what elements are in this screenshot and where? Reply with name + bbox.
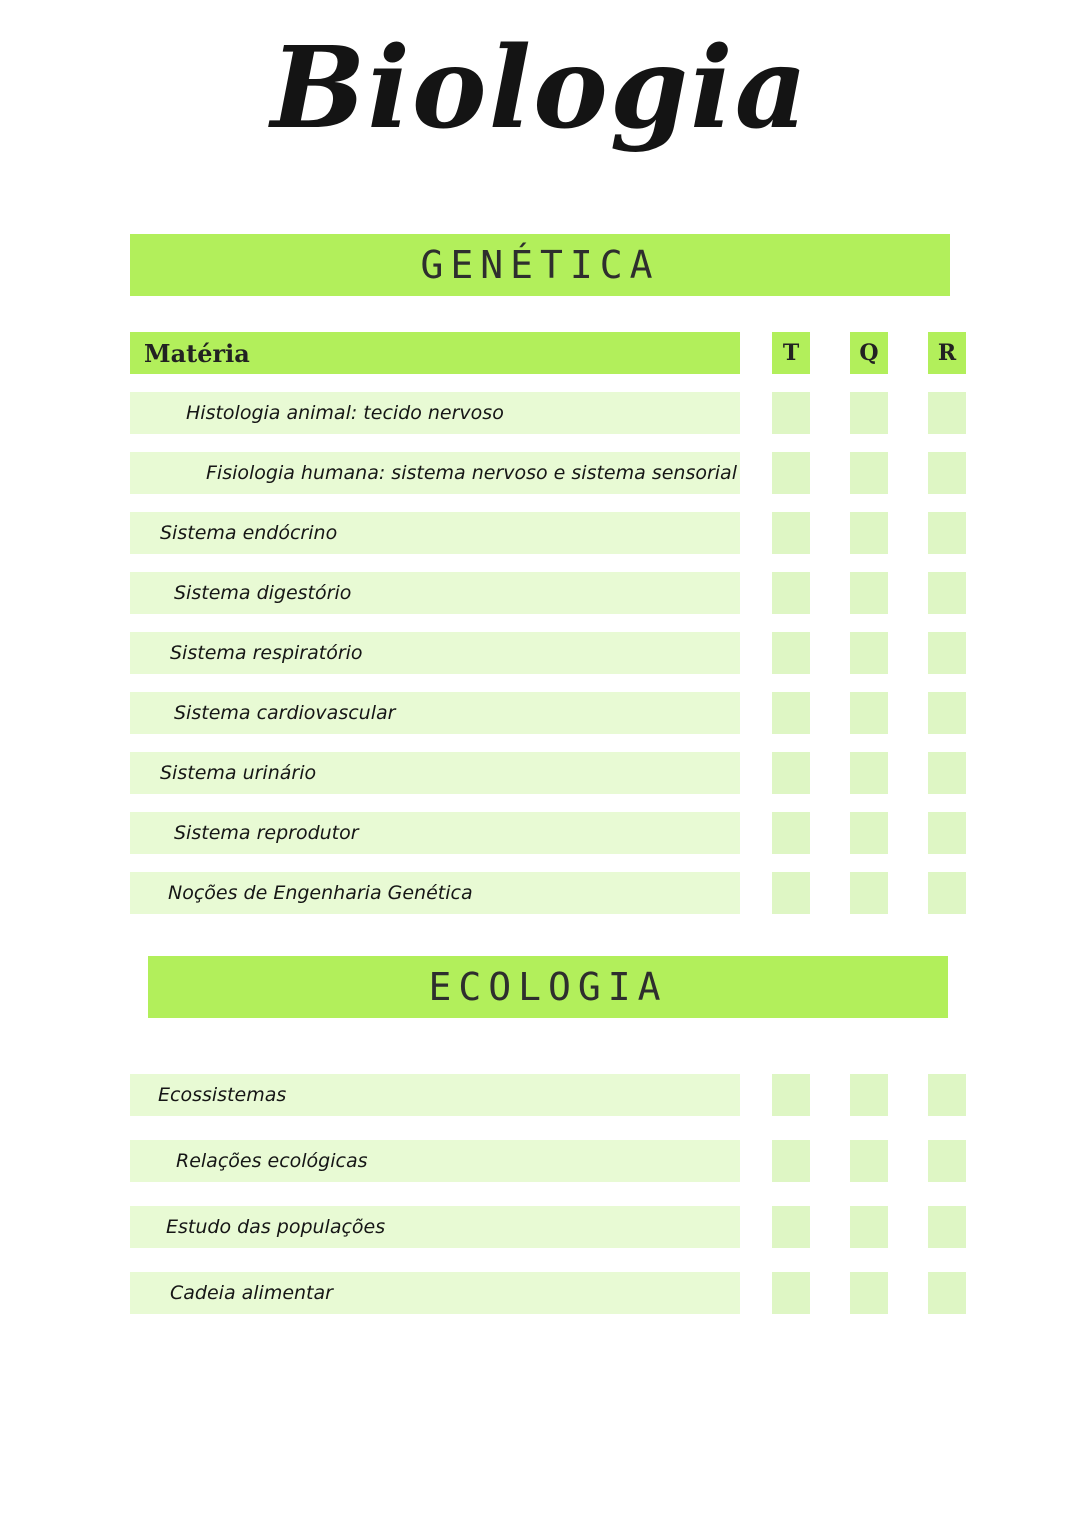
checkbox-q[interactable] xyxy=(850,1206,888,1248)
checkbox-t[interactable] xyxy=(772,872,810,914)
column-header-r xyxy=(928,332,966,374)
check-cells xyxy=(772,1140,1006,1182)
column-header-label: T xyxy=(782,340,800,367)
check-cells xyxy=(772,692,1006,734)
topic-label: Ecossistemas xyxy=(158,1084,287,1107)
topic-cell xyxy=(130,692,740,734)
check-cells xyxy=(772,1074,1006,1116)
checkbox-r[interactable] xyxy=(928,812,966,854)
topic-label: Fisiologia humana: sistema nervoso e sistema sensorial xyxy=(206,462,737,485)
topic-label: Sistema endócrino xyxy=(160,522,338,545)
checkbox-q[interactable] xyxy=(850,632,888,674)
table-row xyxy=(130,692,1080,734)
rows-container xyxy=(0,392,1080,914)
page-title-text: Biologia xyxy=(270,23,810,154)
checkbox-q[interactable] xyxy=(850,692,888,734)
checkbox-r[interactable] xyxy=(928,572,966,614)
checkbox-r[interactable] xyxy=(928,1272,966,1314)
topic-cell xyxy=(130,1206,740,1248)
column-headers xyxy=(772,332,1006,374)
topic-label: Estudo das populações xyxy=(166,1216,386,1239)
topic-label: Noções de Engenharia Genética xyxy=(168,882,473,905)
checkbox-q[interactable] xyxy=(850,812,888,854)
topic-label: Relações ecológicas xyxy=(176,1150,368,1173)
checkbox-t[interactable] xyxy=(772,1206,810,1248)
checkbox-t[interactable] xyxy=(772,752,810,794)
check-cells xyxy=(772,572,1006,614)
table-row xyxy=(130,452,1080,494)
checkbox-r[interactable] xyxy=(928,1074,966,1116)
topic-cell xyxy=(130,1140,740,1182)
checkbox-t[interactable] xyxy=(772,1272,810,1314)
topic-label: Sistema reprodutor xyxy=(174,822,359,845)
check-cells xyxy=(772,872,1006,914)
topic-cell xyxy=(130,1074,740,1116)
materia-header-bar xyxy=(130,332,740,374)
table-row xyxy=(130,1074,1080,1116)
checkbox-q[interactable] xyxy=(850,452,888,494)
checkbox-r[interactable] xyxy=(928,512,966,554)
topic-label: Sistema urinário xyxy=(160,762,317,785)
topic-cell xyxy=(130,572,740,614)
checkbox-t[interactable] xyxy=(772,632,810,674)
check-cells xyxy=(772,452,1006,494)
checkbox-r[interactable] xyxy=(928,1206,966,1248)
topic-label: Cadeia alimentar xyxy=(170,1282,333,1305)
check-cells xyxy=(772,392,1006,434)
column-header-label: Q xyxy=(859,340,879,367)
checkbox-q[interactable] xyxy=(850,752,888,794)
table-row xyxy=(130,1272,1080,1314)
check-cells xyxy=(772,512,1006,554)
table-row xyxy=(130,752,1080,794)
checkbox-t[interactable] xyxy=(772,812,810,854)
table-row xyxy=(130,872,1080,914)
section-banner xyxy=(130,234,950,296)
column-header-q xyxy=(850,332,888,374)
checkbox-q[interactable] xyxy=(850,1272,888,1314)
checkbox-t[interactable] xyxy=(772,692,810,734)
table-row xyxy=(130,392,1080,434)
checkbox-q[interactable] xyxy=(850,392,888,434)
checkbox-r[interactable] xyxy=(928,452,966,494)
checkbox-t[interactable] xyxy=(772,512,810,554)
checkbox-t[interactable] xyxy=(772,1074,810,1116)
table-row xyxy=(130,1140,1080,1182)
section-0 xyxy=(0,234,1080,914)
checkbox-t[interactable] xyxy=(772,1140,810,1182)
table-row xyxy=(130,812,1080,854)
topic-cell xyxy=(130,452,740,494)
checkbox-r[interactable] xyxy=(928,872,966,914)
checkbox-r[interactable] xyxy=(928,1140,966,1182)
section-1 xyxy=(0,956,1080,1314)
checkbox-q[interactable] xyxy=(850,872,888,914)
checkbox-q[interactable] xyxy=(850,572,888,614)
check-cells xyxy=(772,632,1006,674)
checkbox-r[interactable] xyxy=(928,692,966,734)
materia-header-label: Matéria xyxy=(144,338,250,368)
checkbox-q[interactable] xyxy=(850,512,888,554)
topic-label: Sistema cardiovascular xyxy=(174,702,396,725)
topic-cell xyxy=(130,752,740,794)
checkbox-t[interactable] xyxy=(772,392,810,434)
topic-label: Sistema respiratório xyxy=(170,642,363,665)
sections-container xyxy=(0,234,1080,1314)
rows-container xyxy=(0,1074,1080,1314)
topic-cell xyxy=(130,512,740,554)
table-row xyxy=(130,632,1080,674)
column-header-label: R xyxy=(937,340,957,367)
topic-cell xyxy=(130,632,740,674)
topic-cell xyxy=(130,392,740,434)
table-row xyxy=(130,572,1080,614)
checkbox-r[interactable] xyxy=(928,632,966,674)
topic-label: Sistema digestório xyxy=(174,582,352,605)
checkbox-t[interactable] xyxy=(772,572,810,614)
table-header xyxy=(130,332,1080,374)
section-title: ECOLOGIA xyxy=(428,965,668,1010)
checkbox-q[interactable] xyxy=(850,1140,888,1182)
checkbox-t[interactable] xyxy=(772,452,810,494)
check-cells xyxy=(772,812,1006,854)
checkbox-r[interactable] xyxy=(928,752,966,794)
checkbox-r[interactable] xyxy=(928,392,966,434)
check-cells xyxy=(772,752,1006,794)
section-banner xyxy=(148,956,948,1018)
table-row xyxy=(130,1206,1080,1248)
column-header-t xyxy=(772,332,810,374)
topic-label: Histologia animal: tecido nervoso xyxy=(186,402,504,425)
check-cells xyxy=(772,1272,1006,1314)
page-title xyxy=(0,22,1080,156)
topic-cell xyxy=(130,812,740,854)
table-row xyxy=(130,512,1080,554)
check-cells xyxy=(772,1206,1006,1248)
topic-cell xyxy=(130,1272,740,1314)
section-title: GENÉTICA xyxy=(420,243,660,288)
topic-cell xyxy=(130,872,740,914)
checkbox-q[interactable] xyxy=(850,1074,888,1116)
